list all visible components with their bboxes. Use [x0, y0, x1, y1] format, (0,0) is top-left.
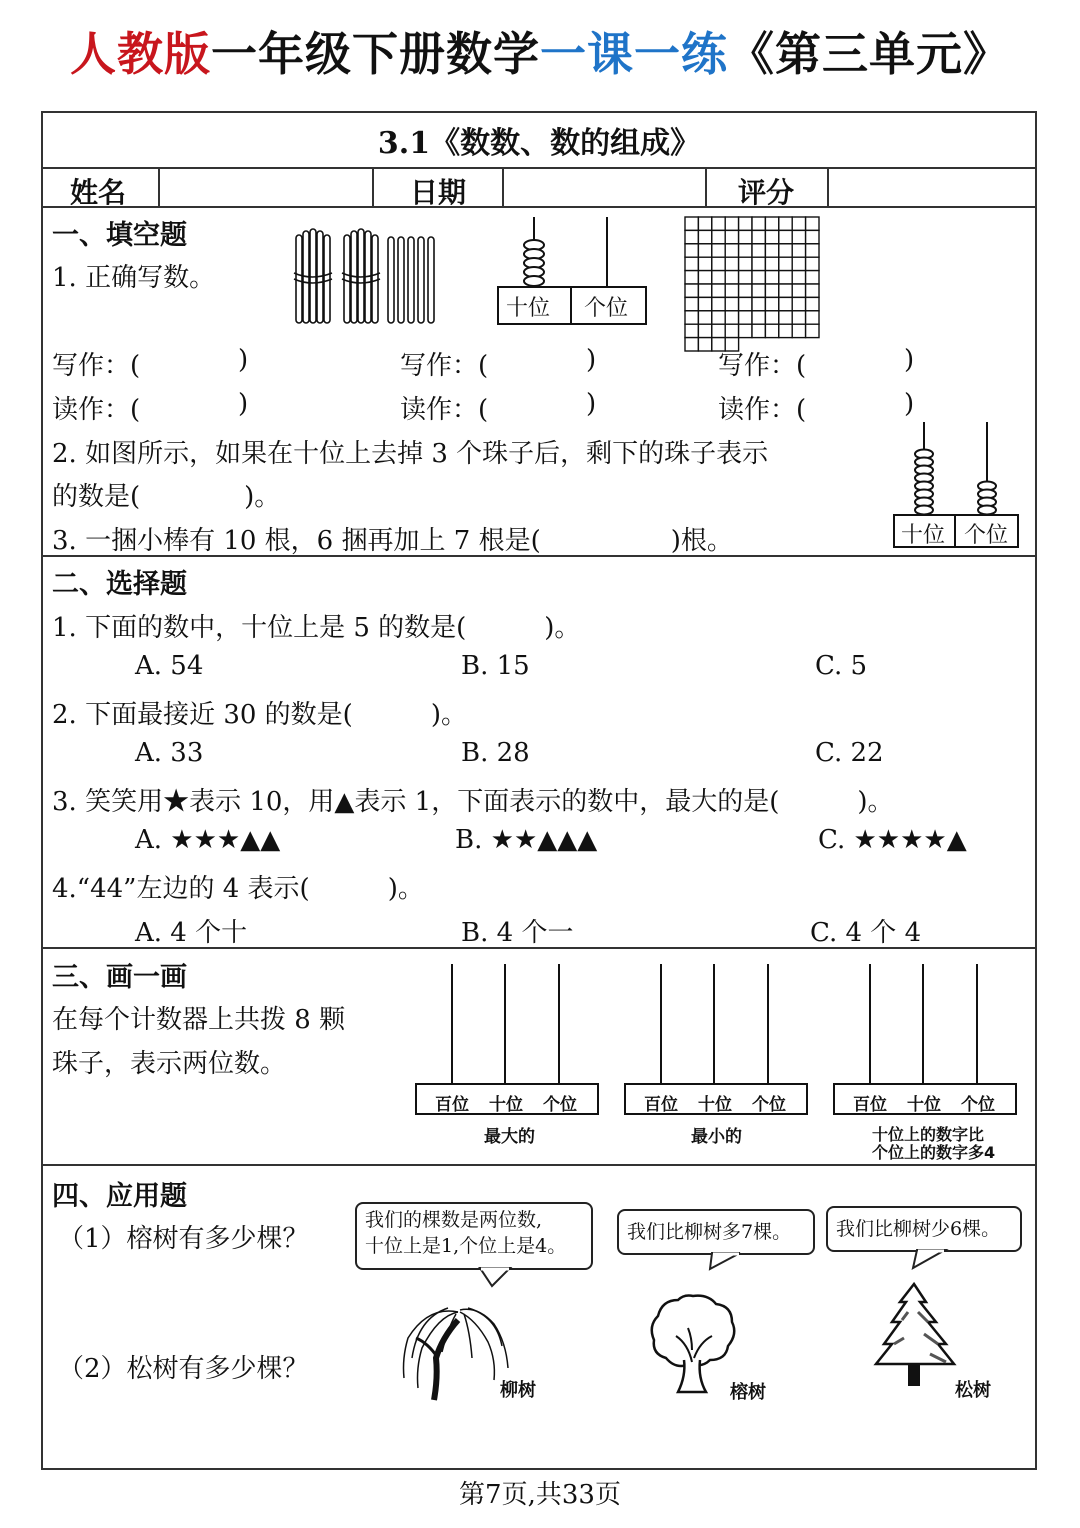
- grid-square: [698, 324, 711, 337]
- grid-square: [685, 271, 698, 284]
- bubble-tail: [905, 1250, 965, 1270]
- s2-q3: 3. 笑笑用★表示 10，用▲表示 1，下面表示的数中，最大的是( )。: [52, 787, 894, 817]
- counter3-caption-line1: 十位上的数字比: [872, 1125, 985, 1144]
- counter2-ones-label: 个位: [752, 1095, 786, 1115]
- grid-square: [792, 257, 805, 270]
- grid-square: [765, 217, 778, 230]
- divider: [827, 167, 829, 207]
- grid-square: [739, 311, 752, 324]
- grid-square: [739, 284, 752, 297]
- grid-square: [698, 271, 711, 284]
- bubble1-line1: 我们的棵数是两位数,: [365, 1209, 543, 1231]
- grid-square: [685, 230, 698, 243]
- divider: [705, 167, 707, 207]
- s1-q2-line2: 的数是( )。: [52, 482, 281, 512]
- grid-square: [792, 311, 805, 324]
- grid-square: [685, 338, 698, 351]
- s2-q1-option-b[interactable]: B. 15: [461, 651, 530, 681]
- grid-square: [698, 311, 711, 324]
- s1-q3: 3. 一捆小棒有 10 根，6 捆再加上 7 根是( )根。: [52, 526, 733, 556]
- lesson-title: 3.1《数数、数的组成》: [377, 126, 701, 161]
- grid-square: [712, 257, 725, 270]
- grid-square: [806, 230, 819, 243]
- grid-square: [725, 284, 738, 297]
- grid-square: [739, 297, 752, 310]
- banyan-tree-icon: [648, 1292, 738, 1398]
- grid-square: [725, 257, 738, 270]
- grid-square: [806, 257, 819, 270]
- grid-square: [806, 324, 819, 337]
- counter1-caption: 最大的: [484, 1127, 535, 1147]
- counter3-ones-label: 个位: [961, 1095, 995, 1115]
- grid-square: [779, 311, 792, 324]
- write-label-3: 写作：(: [718, 351, 807, 381]
- grid-square: [752, 257, 765, 270]
- speech-bubble-banyan: 我们比柳树多7棵。: [617, 1209, 815, 1255]
- grid-square: [806, 244, 819, 257]
- s2-q2-option-c[interactable]: C. 22: [815, 738, 884, 768]
- s2-q2-option-b[interactable]: B. 28: [461, 738, 530, 768]
- grid-square: [765, 257, 778, 270]
- grid-square: [752, 217, 765, 230]
- grid-square: [712, 297, 725, 310]
- s1-q1: 1. 正确写数。: [52, 263, 216, 293]
- section2-heading: 二、选择题: [52, 569, 187, 600]
- section1-heading: 一、填空题: [52, 220, 187, 251]
- grid-square: [779, 230, 792, 243]
- read-label-1: 读作：(: [52, 395, 141, 425]
- grid-square: [792, 297, 805, 310]
- page-number: 第7页,共33页: [459, 1480, 621, 1510]
- speech-bubble-willow: [355, 1202, 593, 1270]
- grid-square: [792, 230, 805, 243]
- abacus2-ones-label: 个位: [964, 523, 1009, 548]
- counter2-tens-label: 十位: [698, 1095, 732, 1115]
- abacus2-tens-label: 十位: [901, 523, 946, 548]
- stick-bundle-1: [294, 229, 332, 323]
- grid-square: [698, 338, 711, 351]
- s2-q3-option-b[interactable]: B. ★★▲▲▲: [455, 825, 598, 855]
- write-label-2: 写作：(: [400, 351, 489, 381]
- s1-q2-line1: 2. 如图所示，如果在十位上去掉 3 个珠子后，剩下的珠子表示: [52, 439, 769, 469]
- divider: [41, 1164, 1037, 1166]
- grid-square: [779, 324, 792, 337]
- grid-square: [712, 324, 725, 337]
- s4-q2: （2）松树有多少棵？: [58, 1354, 309, 1384]
- grid-square: [725, 244, 738, 257]
- counter1-ones-label: 个位: [543, 1095, 577, 1115]
- name-field[interactable]: [162, 170, 370, 204]
- write-label-1: 写作：(: [52, 351, 141, 381]
- grid-square: [725, 271, 738, 284]
- grid-square: [779, 284, 792, 297]
- grid-square: [712, 230, 725, 243]
- grid-square: [792, 244, 805, 257]
- grid-square: [712, 244, 725, 257]
- s4-q1: （1）榕树有多少棵？: [58, 1224, 309, 1254]
- divider: [502, 167, 504, 207]
- abacus1-ones-label: 个位: [584, 296, 629, 321]
- date-label: 日期: [410, 176, 467, 209]
- section3-heading: 三、画一画: [52, 962, 187, 993]
- counter2-caption: 最小的: [691, 1127, 742, 1147]
- grid-square: [712, 271, 725, 284]
- grid-square: [792, 271, 805, 284]
- s2-q1-option-a[interactable]: A. 54: [135, 651, 204, 681]
- counter1-tens-label: 十位: [489, 1095, 523, 1115]
- title-grade: 一年级下册数学: [211, 27, 540, 81]
- grid-square: [806, 311, 819, 324]
- counter1-hundreds-label: 百位: [435, 1095, 469, 1115]
- grid-square: [698, 244, 711, 257]
- s2-q4: 4.“44”左边的 4 表示( )。: [52, 874, 424, 904]
- grid-square: [712, 217, 725, 230]
- paren-close: ): [904, 389, 915, 419]
- banyan-label: 榕树: [730, 1382, 766, 1403]
- grid-square: [712, 284, 725, 297]
- grid-square: [739, 324, 752, 337]
- divider: [372, 167, 374, 207]
- s2-q1: 1. 下面的数中，十位上是 5 的数是( )。: [52, 613, 581, 643]
- divider: [158, 167, 160, 207]
- grid-square: [739, 271, 752, 284]
- s2-q2-option-a[interactable]: A. 33: [135, 738, 204, 768]
- s2-q3-option-c[interactable]: C. ★★★★▲: [818, 825, 967, 855]
- counter3-caption-line2: 个位上的数字多4: [872, 1143, 996, 1162]
- grid-square: [739, 244, 752, 257]
- grid-square: [685, 257, 698, 270]
- grid-square: [806, 297, 819, 310]
- s2-q1-option-c[interactable]: C. 5: [815, 651, 868, 681]
- title-publisher: 人教版: [70, 27, 211, 81]
- square-grid-image: [684, 216, 820, 328]
- s3-text-line2: 珠子，表示两位数。: [52, 1049, 287, 1079]
- grid-square: [725, 230, 738, 243]
- paren-close: ): [238, 345, 249, 375]
- grid-square: [792, 324, 805, 337]
- grid-square: [685, 311, 698, 324]
- grid-square: [765, 271, 778, 284]
- grid-square: [685, 244, 698, 257]
- grid-square: [698, 257, 711, 270]
- grid-square: [792, 217, 805, 230]
- grid-square: [779, 217, 792, 230]
- title-series: 一课一练: [540, 27, 728, 81]
- s2-q2: 2. 下面最接近 30 的数是( )。: [52, 700, 467, 730]
- grid-square: [765, 284, 778, 297]
- stick-bundle-2: [342, 229, 380, 323]
- title-unit: 《第三单元》: [728, 27, 1010, 81]
- paren-close: ): [586, 345, 597, 375]
- grid-square: [752, 311, 765, 324]
- bubble-tail: [470, 1268, 530, 1288]
- paren-close: ): [904, 345, 915, 375]
- grid-square: [698, 297, 711, 310]
- name-label: 姓名: [70, 176, 127, 209]
- read-label-2: 读作：(: [400, 395, 489, 425]
- score-label: 评分: [738, 176, 795, 209]
- grid-square: [725, 217, 738, 230]
- divider: [41, 206, 1037, 208]
- grid-square: [712, 311, 725, 324]
- grid-square: [779, 297, 792, 310]
- grid-square: [752, 297, 765, 310]
- s2-q4-option-a[interactable]: A. 4 个十: [135, 918, 248, 948]
- grid-square: [725, 324, 738, 337]
- grid-square: [792, 284, 805, 297]
- grid-square: [685, 217, 698, 230]
- grid-square: [752, 284, 765, 297]
- grid-square: [765, 230, 778, 243]
- grid-square: [685, 297, 698, 310]
- grid-square: [806, 284, 819, 297]
- abacus1-tens-label: 十位: [506, 296, 551, 321]
- willow-label: 柳树: [500, 1380, 536, 1401]
- page-title: [0, 18, 1080, 84]
- grid-square: [752, 324, 765, 337]
- grid-square: [739, 257, 752, 270]
- grid-square: [806, 271, 819, 284]
- paren-close: ): [586, 389, 597, 419]
- bubble-tail: [700, 1253, 760, 1273]
- pine-label: 松树: [955, 1380, 991, 1401]
- grid-square: [685, 284, 698, 297]
- grid-square: [765, 297, 778, 310]
- date-field[interactable]: [506, 170, 703, 204]
- section4-heading: 四、应用题: [52, 1181, 187, 1212]
- score-field[interactable]: [831, 170, 1034, 204]
- bubble1-line2: 十位上是1,个位上是4。: [365, 1234, 567, 1257]
- s2-q4-option-c[interactable]: C. 4 个 4: [810, 918, 922, 948]
- grid-square: [685, 324, 698, 337]
- grid-square: [752, 230, 765, 243]
- s3-text-line1: 在每个计数器上共拨 8 颗: [52, 1005, 346, 1035]
- grid-square: [698, 284, 711, 297]
- paren-close: ): [238, 389, 249, 419]
- grid-square: [779, 244, 792, 257]
- speech-bubble-pine: 我们比柳树少6棵。: [826, 1206, 1022, 1252]
- divider: [41, 167, 1037, 169]
- grid-square: [698, 230, 711, 243]
- read-label-3: 读作：(: [718, 395, 807, 425]
- counter3-hundreds-label: 百位: [853, 1095, 887, 1115]
- grid-square: [752, 271, 765, 284]
- grid-square: [739, 230, 752, 243]
- sticks-image: [290, 225, 450, 330]
- grid-square: [765, 311, 778, 324]
- counter2-hundreds-label: 百位: [644, 1095, 678, 1115]
- s2-q3-option-a[interactable]: A. ★★★▲▲: [135, 825, 281, 855]
- grid-square: [725, 311, 738, 324]
- grid-square: [739, 217, 752, 230]
- grid-square: [725, 297, 738, 310]
- grid-square: [765, 244, 778, 257]
- grid-square: [752, 244, 765, 257]
- grid-square: [698, 217, 711, 230]
- grid-square: [779, 257, 792, 270]
- counter3-tens-label: 十位: [907, 1095, 941, 1115]
- pine-tree-icon: [868, 1282, 958, 1390]
- grid-square: [779, 271, 792, 284]
- grid-square: [806, 217, 819, 230]
- grid-square: [765, 324, 778, 337]
- s2-q4-option-b[interactable]: B. 4 个一: [461, 918, 574, 948]
